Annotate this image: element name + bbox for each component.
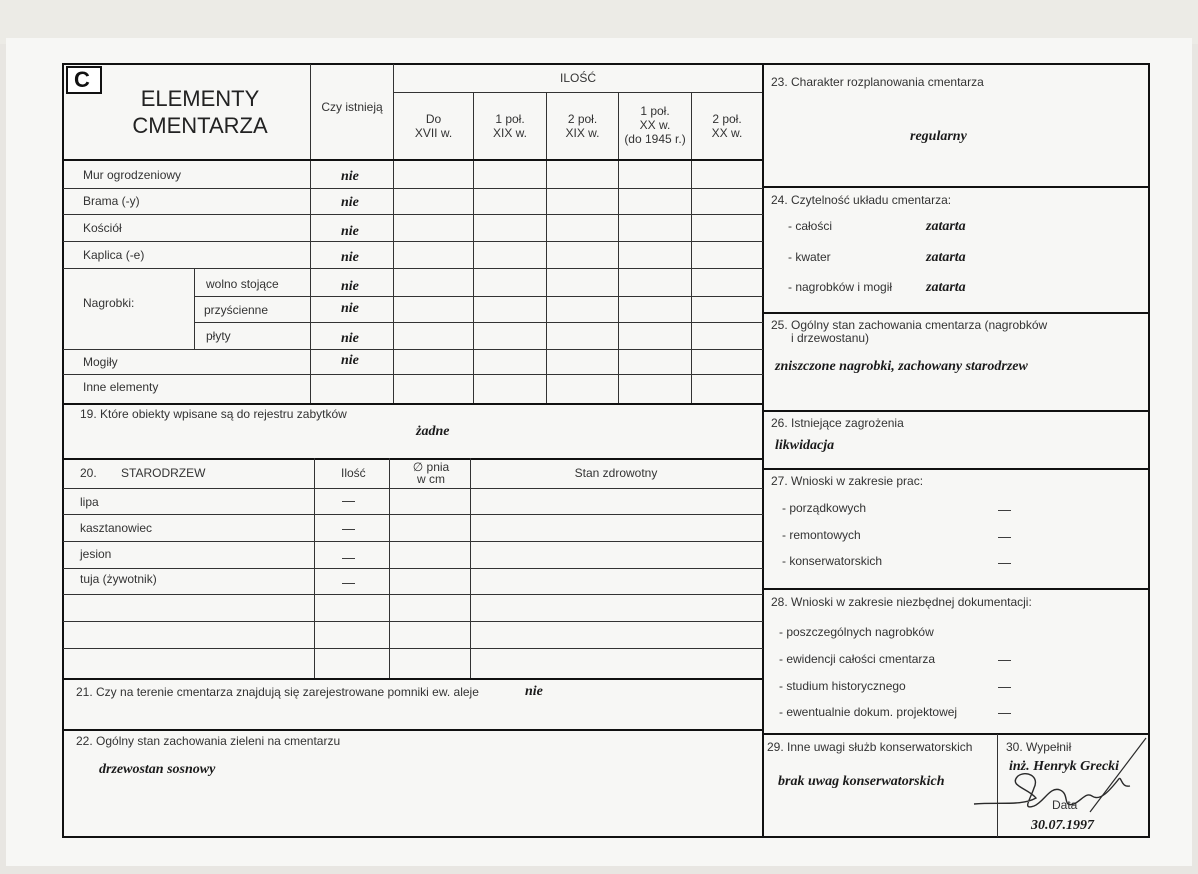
q24-item-value: zatarta xyxy=(926,280,966,295)
q24-item-label: - kwater xyxy=(788,250,831,264)
element-label: Brama (-y) xyxy=(83,194,140,208)
q25-value: zniszczone nagrobki, zachowany starodrzew xyxy=(775,359,1028,374)
element-label: Inne elementy xyxy=(83,380,159,394)
q20-stan: Stan zdrowotny xyxy=(574,466,658,480)
tree-name: lipa xyxy=(80,495,99,509)
element-label: Mogiły xyxy=(83,355,118,369)
col-line xyxy=(310,64,311,404)
q26-value: likwidacja xyxy=(775,438,835,453)
q20-row-line xyxy=(63,514,763,515)
q20-row-line xyxy=(63,488,763,489)
q20-row-line xyxy=(63,621,763,622)
header-bottom-line xyxy=(63,159,763,161)
element-label: płyty xyxy=(206,329,231,343)
ilosc-header: ILOŚĆ xyxy=(559,71,596,85)
element-value: nie xyxy=(341,195,359,210)
q28-item-label: - poszczególnych nagrobków xyxy=(779,625,934,639)
q23-value: regularny xyxy=(910,129,967,144)
row-line xyxy=(63,188,763,189)
q27-item-label: - remontowych xyxy=(782,528,861,542)
q24-bottom-line xyxy=(763,312,1149,314)
period-header: 1 poł. XIX w. xyxy=(492,112,527,140)
q28-label: 28. Wnioski w zakresie niezbędnej dokumentacji: xyxy=(771,595,1032,609)
q28-item-value: — xyxy=(998,705,1011,720)
row-line xyxy=(63,268,763,269)
q26-bottom-line xyxy=(763,468,1149,470)
q21-label: 21. Czy na terenie cmentarza znajdują się zarejestrowane pomniki ew. aleje xyxy=(76,685,479,699)
period-header: 2 poł. XX w. xyxy=(711,112,743,140)
q26-label: 26. Istniejące zagrożenia xyxy=(771,416,904,430)
q29-value: brak uwag konserwatorskich xyxy=(778,774,945,789)
q24-item-value: zatarta xyxy=(926,219,966,234)
element-value: nie xyxy=(341,301,359,316)
q24-item-value: zatarta xyxy=(926,250,966,265)
table-bottom-line xyxy=(63,403,763,405)
q25-bottom-line xyxy=(763,410,1149,412)
tree-name: jesion xyxy=(80,547,112,561)
period-header: 2 poł. XIX w. xyxy=(565,112,600,140)
tree-ilosc: — xyxy=(342,550,355,565)
elements-title-line1: ELEMENTY xyxy=(140,86,260,111)
q28-item-label: - studium historycznego xyxy=(779,679,906,693)
q21-bottom-line xyxy=(63,729,763,731)
q19-value: żadne xyxy=(416,424,450,439)
element-value: nie xyxy=(341,224,359,239)
q28-item-value: — xyxy=(998,679,1011,694)
data-label: Data xyxy=(1052,798,1078,812)
tree-name: kasztanowiec xyxy=(80,521,153,535)
q27-item-value: — xyxy=(998,555,1011,570)
nagrobki-divider xyxy=(194,268,195,349)
q25-label-l2: i drzewostanu) xyxy=(791,331,870,345)
row-line xyxy=(63,214,763,215)
period-header: Do XVII w. xyxy=(414,112,453,140)
q21-value: nie xyxy=(525,684,543,699)
q20-pnia: ∅ pnia w cm xyxy=(412,460,450,486)
period-header: 1 poł. XX w. (do 1945 r.) xyxy=(624,104,686,146)
row-line xyxy=(63,374,763,375)
q24-label: 24. Czytelność układu cmentarza: xyxy=(771,193,952,207)
row-line xyxy=(194,322,763,323)
q30-value: inż. Henryk Grecki xyxy=(1009,759,1120,774)
tree-ilosc: — xyxy=(342,493,355,508)
q27-item-value: — xyxy=(998,529,1011,544)
tree-ilosc: — xyxy=(342,575,355,590)
elements-title-line2: CMENTARZA xyxy=(132,113,268,138)
q29-label: 29. Inne uwagi służb konserwatorskich xyxy=(767,740,973,754)
q20-num: 20. xyxy=(80,466,97,480)
q20-row-line xyxy=(63,648,763,649)
element-label: Kościół xyxy=(83,221,122,235)
q30-label: 30. Wypełnił xyxy=(1006,740,1072,754)
czy-istnieja-header: Czy istnieją xyxy=(321,100,383,114)
q28-bottom-line xyxy=(763,733,1149,735)
half-divider xyxy=(762,64,764,837)
ilosc-underline xyxy=(394,92,762,93)
q20-ilosc: Ilość xyxy=(341,466,366,480)
element-label: wolno stojące xyxy=(206,277,279,291)
nagrobki-label: Nagrobki: xyxy=(83,296,135,310)
q23-bottom-line xyxy=(763,186,1149,188)
element-label: Mur ogrodzeniowy xyxy=(83,168,182,182)
q20-row-line xyxy=(63,541,763,542)
q28-item-value: — xyxy=(998,652,1011,667)
q28-item-label: - ewentualnie dokum. projektowej xyxy=(779,705,958,719)
tree-ilosc: — xyxy=(342,521,355,536)
q20-row-line xyxy=(63,594,763,595)
q23-label: 23. Charakter rozplanowania cmentarza xyxy=(771,75,984,89)
q27-bottom-line xyxy=(763,588,1149,590)
q27-item-label: - porządkowych xyxy=(782,501,867,515)
row-line xyxy=(194,296,763,297)
q22-value: drzewostan sosnowy xyxy=(99,762,216,777)
element-label: przyścienne xyxy=(204,303,269,317)
q24-item-label: - całości xyxy=(788,219,833,233)
q20-bottom-line xyxy=(63,678,763,680)
data-value: 30.07.1997 xyxy=(1031,818,1094,833)
q25-label-l1: 25. Ogólny stan zachowania cmentarza (nagrobków xyxy=(771,318,1048,332)
form-frame xyxy=(62,63,1150,838)
q28-item-label: - ewidencji całości cmentarza xyxy=(779,652,936,666)
element-value: nie xyxy=(341,250,359,265)
element-value: nie xyxy=(341,353,359,368)
element-value: nie xyxy=(341,279,359,294)
q22-label: 22. Ogólny stan zachowania zieleni na cmentarzu xyxy=(76,734,341,748)
element-value: nie xyxy=(341,331,359,346)
section-letter: C xyxy=(74,67,90,92)
element-value: nie xyxy=(341,169,359,184)
q19-label: 19. Które obiekty wpisane są do rejestru zabytków xyxy=(80,407,347,421)
row-line xyxy=(63,241,763,242)
q20-label: STARODRZEW xyxy=(121,466,206,480)
q27-item-value: — xyxy=(998,502,1011,517)
row-line xyxy=(63,349,763,350)
signature xyxy=(970,736,1150,816)
q24-item-label: - nagrobków i mogił xyxy=(788,280,893,294)
q27-item-label: - konserwatorskich xyxy=(782,554,883,568)
tree-name: tuja (żywotnik) xyxy=(80,572,157,586)
q27-label: 27. Wnioski w zakresie prac: xyxy=(771,474,924,488)
element-label: Kaplica (-e) xyxy=(83,248,145,262)
q20-row-line xyxy=(63,568,763,569)
